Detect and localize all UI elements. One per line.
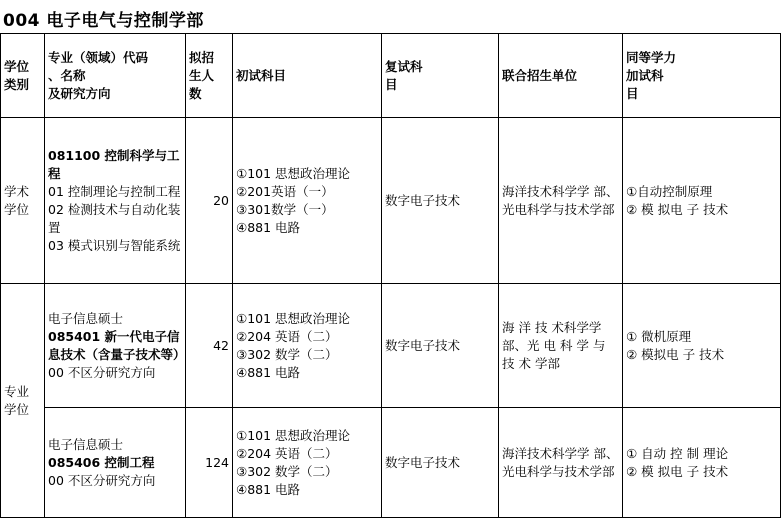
admissions-table <box>0 33 781 518</box>
direction: 00 不区分研究方向 <box>48 472 156 488</box>
direction: 02 检测技术与自动化装置 <box>48 201 181 235</box>
joint-unit-cell: 海洋技术科学学 部、光电科学与技术学部 <box>499 408 623 518</box>
joint-unit-cell: 海 洋 技 术科学学 部、光 电 科 学 与 技 术 学部 <box>499 284 623 408</box>
major-code-name: 085406 控制工程 <box>48 454 155 470</box>
retest-cell: 数字电子技术 <box>382 284 499 408</box>
major-code-name: 081100 控制科学与工程 <box>48 147 180 181</box>
quota-cell: 42 <box>186 284 233 408</box>
header-equivalent: 同等学力 加试科 目 <box>623 34 781 118</box>
header-quota: 拟招 生人 数 <box>186 34 233 118</box>
major-cell <box>45 284 186 408</box>
direction: 01 控制理论与控制工程 <box>48 183 181 199</box>
header-initial-exam: 初试科目 <box>233 34 382 118</box>
header-joint-unit: 联合招生单位 <box>499 34 623 118</box>
retest-cell: 数字电子技术 <box>382 118 499 284</box>
major-code-name: 085401 新一代电子信息技术（含量子技术等） <box>48 328 186 362</box>
equivalent-cell: ①自动控制原理 ② 模 拟电 子 技术 <box>623 118 781 284</box>
degree-type-cell: 专业学位 <box>1 284 45 518</box>
initial-exam-cell: ①101 思想政治理论 ②204 英语（二） ③302 数学（二） ④881 电路 <box>233 284 382 408</box>
quota-cell: 124 <box>186 408 233 518</box>
table-row <box>1 408 781 518</box>
table-row <box>1 284 781 408</box>
header-major: 专业（领域）代码 、名称 及研究方向 <box>45 34 186 118</box>
degree-type-cell: 学术学位 <box>1 118 45 284</box>
equivalent-cell: ① 自动 控 制 理论 ② 模 拟电 子 技术 <box>623 408 781 518</box>
major-prefix: 电子信息硕士 <box>48 310 124 326</box>
initial-exam-cell: ①101 思想政治理论 ②201英语（一） ③301数学（一） ④881 电路 <box>233 118 382 284</box>
header-row <box>1 34 781 118</box>
direction: 03 模式识别与智能系统 <box>48 237 181 253</box>
major-cell <box>45 118 186 284</box>
retest-cell: 数字电子技术 <box>382 408 499 518</box>
header-degree-type: 学位类别 <box>1 34 45 118</box>
direction: 00 不区分研究方向 <box>48 364 156 380</box>
joint-unit-cell: 海洋技术科学学 部、光电科学与技术学部 <box>499 118 623 284</box>
major-cell <box>45 408 186 518</box>
major-prefix: 电子信息硕士 <box>48 436 124 452</box>
initial-exam-cell: ①101 思想政治理论 ②204 英语（二） ③302 数学（二） ④881 电路 <box>233 408 382 518</box>
equivalent-cell: ① 微机原理 ② 模拟电 子 技术 <box>623 284 781 408</box>
page-title: 004 电子电气与控制学部 <box>3 11 204 31</box>
table-row <box>1 118 781 284</box>
quota-cell: 20 <box>186 118 233 284</box>
header-retest: 复试科 目 <box>382 34 499 118</box>
